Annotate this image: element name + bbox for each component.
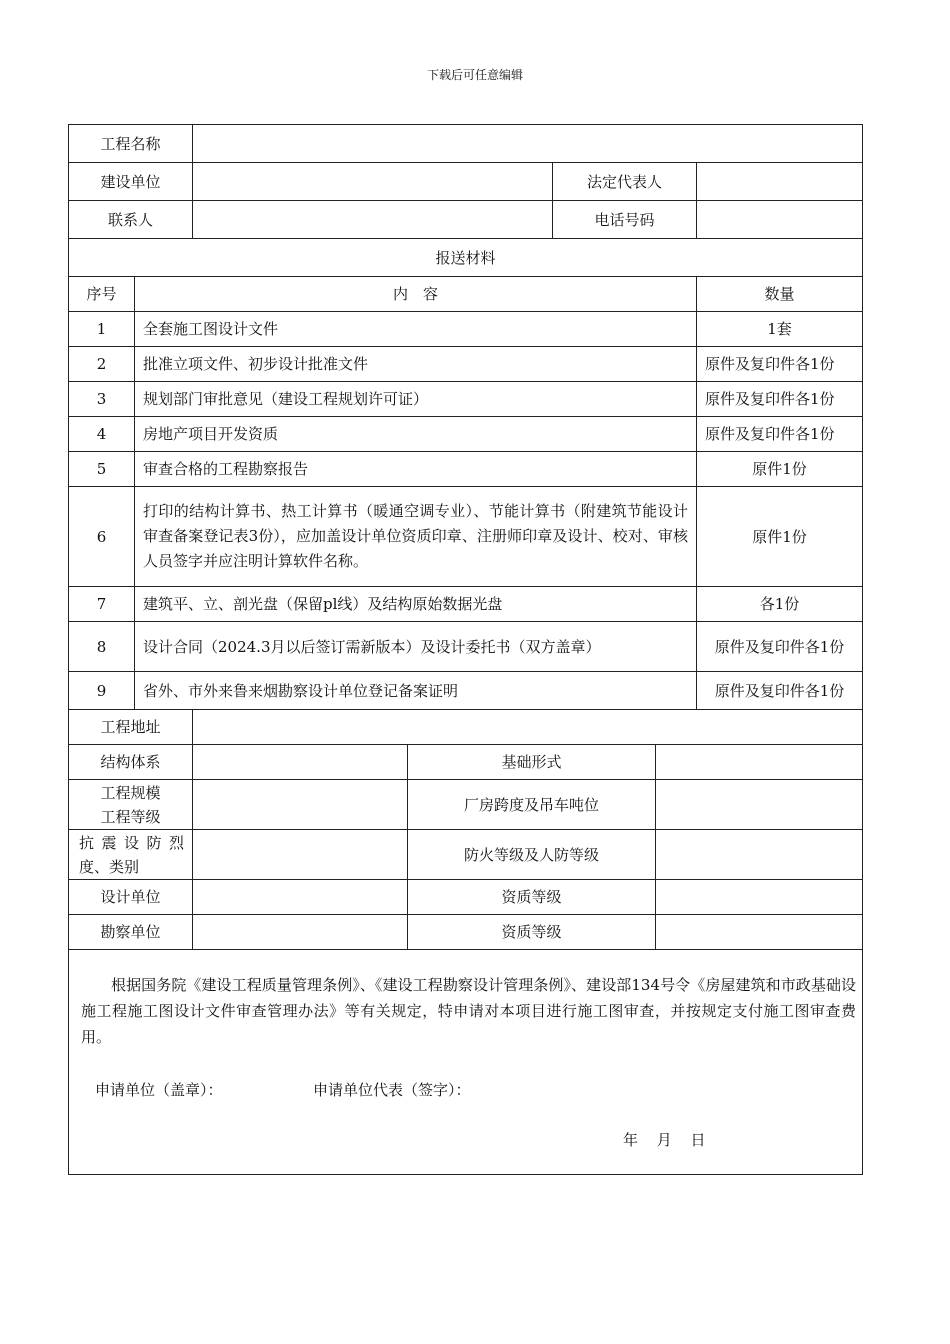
applicant-seal-label: 申请单位（盖章）： (95, 1081, 223, 1099)
row-no: 6 (69, 487, 135, 587)
seismic-label-line2: 度、类别 (79, 857, 140, 876)
project-name-value[interactable] (193, 125, 863, 163)
materials-section-title: 报送材料 (69, 239, 863, 277)
scale-label (69, 780, 193, 830)
applicant-rep-label: 申请单位代表（签字）： (313, 1081, 471, 1099)
col-header-no: 序号 (69, 277, 135, 312)
material-row (69, 622, 863, 672)
row-no: 8 (69, 622, 135, 672)
seismic-value[interactable] (193, 830, 408, 880)
row-qty: 1套 (697, 312, 863, 347)
row-no: 5 (69, 452, 135, 487)
legal-rep-label: 法定代表人 (553, 163, 697, 201)
material-row (69, 487, 863, 587)
address-value[interactable] (193, 710, 863, 745)
builder-label: 建设单位 (69, 163, 193, 201)
scale-value[interactable] (193, 780, 408, 830)
phone-value[interactable] (697, 201, 863, 239)
row-content: 设计合同（2024.3月以后签订需新版本）及设计委托书（双方盖章） (135, 622, 697, 672)
material-row (69, 382, 863, 417)
material-row (69, 452, 863, 487)
row-qty: 各1份 (697, 587, 863, 622)
legal-rep-value[interactable] (697, 163, 863, 201)
statement-cell (69, 950, 863, 1175)
structure-value[interactable] (193, 745, 408, 780)
row-content: 批准立项文件、初步设计批准文件 (135, 347, 697, 382)
row-no: 4 (69, 417, 135, 452)
row-qty: 原件及复印件各1份 (697, 417, 863, 452)
contact-value[interactable] (193, 201, 553, 239)
plant-value[interactable] (656, 780, 863, 830)
plant-label: 厂房跨度及吊车吨位 (408, 780, 656, 830)
structure-label: 结构体系 (69, 745, 193, 780)
survey-qual-value[interactable] (656, 915, 863, 950)
row-no: 3 (69, 382, 135, 417)
row-qty: 原件及复印件各1份 (697, 672, 863, 710)
col-header-content: 内 容 (135, 277, 697, 312)
application-form-table (68, 124, 863, 1175)
statement-text: 根据国务院《建设工程质量管理条例》、《建设工程勘察设计管理条例》、建设部134号令《房屋建筑和市政基础设施工程施工图设计文件审查管理办法》等有关规定，特申请对本项目进行施工图审查，并按规定支付施工图审查费用。 (81, 976, 857, 1046)
builder-value[interactable] (193, 163, 553, 201)
row-content: 审查合格的工程勘察报告 (135, 452, 697, 487)
page-header-note: 下载后可任意编辑 (426, 68, 523, 82)
row-content: 省外、市外来鲁来烟勘察设计单位登记备案证明 (135, 672, 697, 710)
scale-label-line2: 工程等级 (100, 807, 161, 826)
row-no: 2 (69, 347, 135, 382)
row-content: 建筑平、立、剖光盘（保留pl线）及结构原始数据光盘 (135, 587, 697, 622)
material-row (69, 587, 863, 622)
row-qty: 原件及复印件各1份 (697, 347, 863, 382)
survey-unit-value[interactable] (193, 915, 408, 950)
design-qual-label: 资质等级 (408, 880, 656, 915)
material-row (69, 417, 863, 452)
seismic-label (69, 830, 193, 880)
foundation-value[interactable] (656, 745, 863, 780)
material-row (69, 347, 863, 382)
seismic-label-line1: 抗震设防烈 (79, 833, 185, 852)
phone-label: 电话号码 (553, 201, 697, 239)
material-row (69, 672, 863, 710)
row-content: 打印的结构计算书、热工计算书（暖通空调专业）、节能计算书（附建筑节能设计审查备案登记表3份），应加盖设计单位资质印章、注册师印章及设计、校对、审核人员签字并应注明计算软件名称。 (135, 487, 697, 587)
foundation-label: 基础形式 (408, 745, 656, 780)
row-content: 房地产项目开发资质 (135, 417, 697, 452)
address-label: 工程地址 (69, 710, 193, 745)
contact-label: 联系人 (69, 201, 193, 239)
design-unit-value[interactable] (193, 880, 408, 915)
row-qty: 原件1份 (697, 487, 863, 587)
col-header-qty: 数量 (697, 277, 863, 312)
row-no: 7 (69, 587, 135, 622)
project-name-label: 工程名称 (69, 125, 193, 163)
survey-unit-label: 勘察单位 (69, 915, 193, 950)
design-unit-label: 设计单位 (69, 880, 193, 915)
row-qty: 原件及复印件各1份 (697, 622, 863, 672)
fire-label: 防火等级及人防等级 (408, 830, 656, 880)
row-content: 规划部门审批意见（建设工程规划许可证） (135, 382, 697, 417)
row-no: 1 (69, 312, 135, 347)
design-qual-value[interactable] (656, 880, 863, 915)
fire-value[interactable] (656, 830, 863, 880)
row-qty: 原件1份 (697, 452, 863, 487)
row-content: 全套施工图设计文件 (135, 312, 697, 347)
date-label: 年 月 日 (623, 1131, 706, 1149)
material-row (69, 312, 863, 347)
row-qty: 原件及复印件各1份 (697, 382, 863, 417)
scale-label-line1: 工程规模 (100, 783, 161, 802)
row-no: 9 (69, 672, 135, 710)
survey-qual-label: 资质等级 (408, 915, 656, 950)
